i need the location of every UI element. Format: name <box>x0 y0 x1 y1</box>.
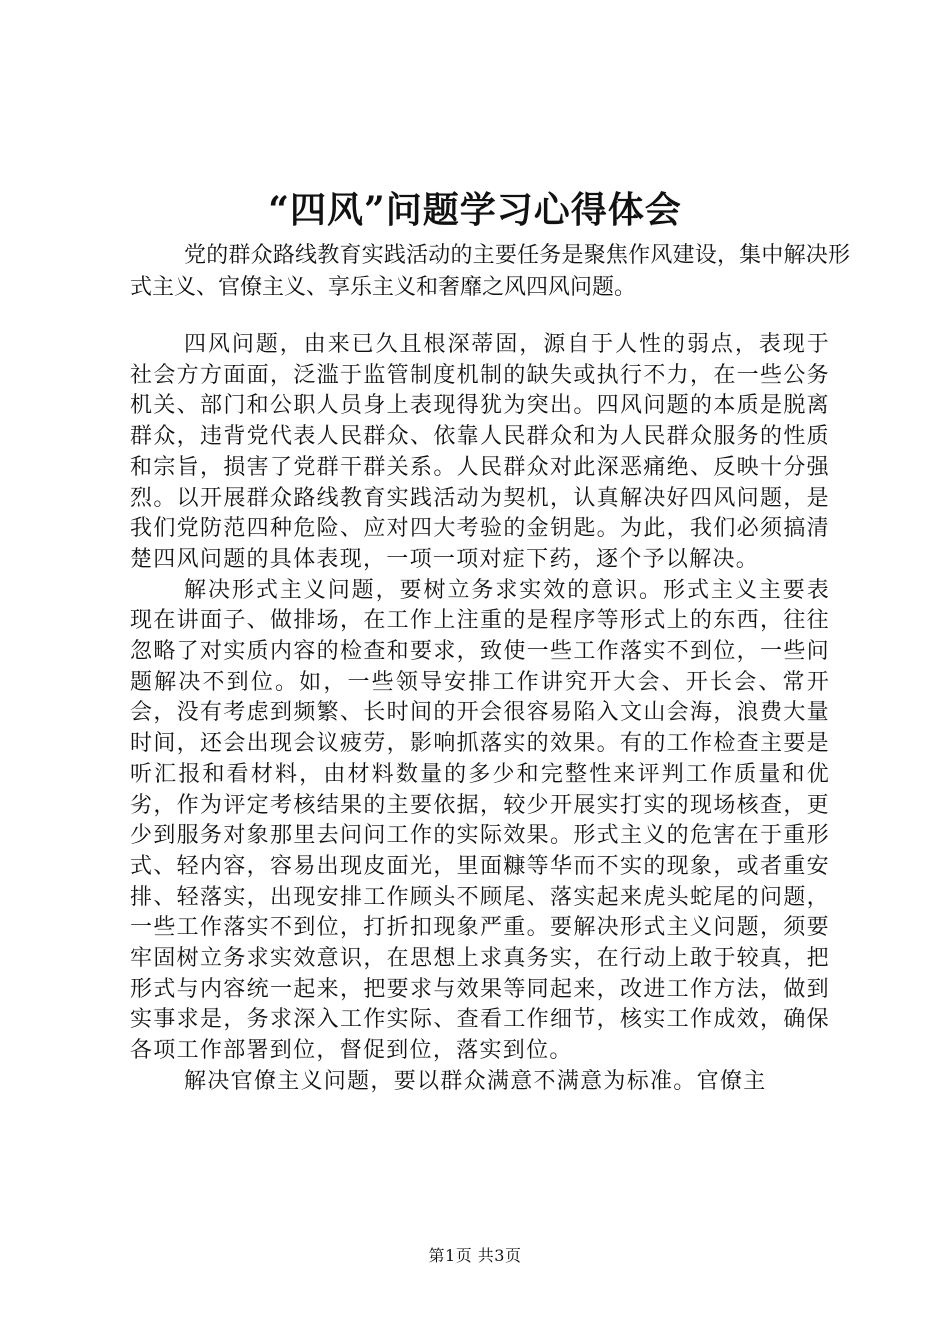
body-paragraph: 四风问题，由来已久且根深蒂固，源自于人性的弱点，表现于社会方方面面，泛滥于监管制度机制的缺失或执行不力，在一些公务机关、部门和公职人员身上表现得犹为突出。四风问题的本质是脱离群众，违背党代表人民群众、依靠人民群众和为人民群众服务的性质和宗旨，损害了党群干群关系。人民群众对此深恶痛绝、反映十分强烈。以开展群众路线教育实践活动为契机，认真解决好四风问题，是我们党防范四种危险、应对四大考验的金钥匙。为此，我们必须搞清楚四风问题的具体表现，一项一项对症下药，逐个予以解决。 <box>130 332 830 572</box>
body-paragraph: 解决官僚主义问题，要以群众满意不满意为标准。官僚主 <box>184 1068 767 1094</box>
lead-paragraph: 党的群众路线教育实践活动的主要任务是聚焦作风建设，集中解决形式主义、官僚主义、享乐主义和奢靡之风四风问题。 <box>130 243 850 300</box>
document-body <box>130 330 830 1098</box>
document-title: “四风”问题学习心得体会 <box>268 189 682 231</box>
page-footer: 第1页 共3页 <box>428 1246 522 1265</box>
body-paragraph: 解决形式主义问题，要树立务求实效的意识。形式主义主要表现在讲面子、做排场，在工作上注重的是程序等形式上的东西，往往忽略了对实质内容的检查和要求，致使一些工作落实不到位，一些问题解决不到位。如，一些领导安排工作讲究开大会、开长会、常开会，没有考虑到频繁、长时间的开会很容易陷入文山会海，浪费大量时间，还会出现会议疲劳，影响抓落实的效果。有的工作检查主要是听汇报和看材料，由材料数量的多少和完整性来评判工作质量和优劣，作为评定考核结果的主要依据，较少开展实打实的现场核查，更少到服务对象那里去问问工作的实际效果。形式主义的危害在于重形式、轻内容，容易出现皮面光，里面糠等华而不实的现象，或者重安排、轻落实，出现安排工作顾头不顾尾、落实起来虎头蛇尾的问题，一些工作落实不到位，打折扣现象严重。要解决形式主义问题，须要牢固树立务求实效意识，在思想上求真务实，在行动上敢于较真，把形式与内容统一起来，把要求与效果等同起来，改进工作方法，做到实事求是，务求深入工作实际、查看工作细节，核实工作成效，确保各项工作部署到位，督促到位，落实到位。 <box>130 577 830 1064</box>
